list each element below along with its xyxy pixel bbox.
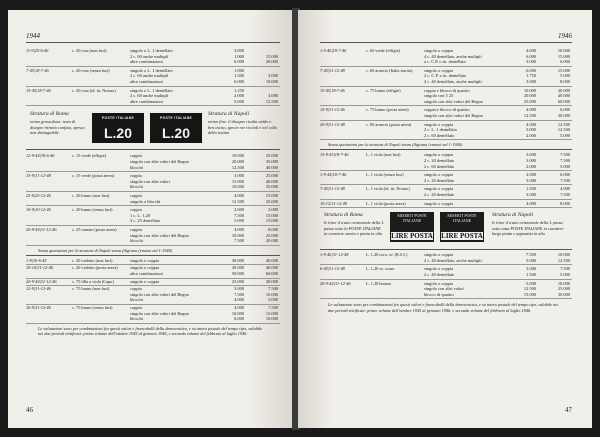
entry-value-2: 20.000 [557,87,570,93]
entry-value-2: 7.500 [560,152,570,158]
entry-value: 6.000 [234,79,244,84]
entry-line: blocco di quattro [424,291,454,297]
entry-value: 12.500 [523,113,536,118]
entry-description: c. 75 bruno (non fusi) [72,286,110,292]
entry-date: 1-9-46|31-12-48 [320,252,349,258]
entry-value-2: 8.000 [560,200,570,206]
entry-line: altre combinazioni [130,79,163,84]
entry-line: 2 c. 40 dentellato [424,272,455,277]
entry-value: 15.000 [231,178,244,184]
entry-value: 2.000 [234,207,244,213]
entry-line: singolo con altri valori del Regno [130,159,189,164]
entry-line: singolo o coppia [424,48,454,53]
entry-line: singolo con altri valori [130,178,170,184]
entry-value-2: 60.000 [265,271,278,276]
entry-value: 25.000 [231,278,244,284]
entry-value: 1.250 [234,87,244,93]
entry-date: 1-5-46|18-7-46 [320,48,347,53]
entry-description: c. 15 verde (posta aerea) [72,173,115,179]
entry-value-2: 3.000 [268,93,278,99]
entry-description: c. 75 bruno (senza fusi) [72,305,113,310]
entry-value-2: 35.000 [265,184,278,190]
entry-date: 7-45|18-7-46 [26,67,49,73]
entry-value-2: 15.000 [557,67,570,73]
entry-value-2: 3.000 [268,73,278,79]
right-page [298,10,592,428]
entry-line: 1 c. L. 1,20 [130,212,150,218]
entry-value-2: 5.000 [560,132,570,138]
entry-date: 25-9|25-12-46 [26,193,51,198]
entry-line: coppia e blocco di quattro [424,107,470,113]
entry-value: 20.000 [231,159,244,164]
entry-value: 4.000 [526,107,536,113]
entry-description: L. 1,20 bronzo [366,280,392,286]
entry-line: altre combinazioni [130,59,163,65]
entry-value: 4.000 [526,200,536,206]
entry-value-2: 60.000 [557,98,570,104]
entry-value-2: 4.000 [560,186,570,192]
entry-date: 6-45|31-12-48 [320,266,345,272]
row-separator [26,191,280,192]
entry-line: coppia [130,207,142,213]
entry-date: 7-45|31-12-48 [320,186,345,192]
entry-value: 1.500 [234,73,244,79]
entry-value: 4.000 [526,48,536,53]
entry-value-2: 6.000 [560,172,570,178]
footnote: Le valutazioni sono per combinazioni fra questi valori e francobolli della democratica, e su intero postale del tempo tipo, valabile nei due periodi rettificati: primo volume dell'ottobre 1945 al gennaio 1946, e seconda volume del febbraio al luglio 1946. [38,325,263,337]
entry-value: 4.000 [526,121,536,127]
entry-line: 2 c. 60 dentellato [424,163,455,169]
entry-value-2: 5.000 [268,297,278,303]
entry-line: 2 c. 40 dentellato, anche multipli [424,257,482,263]
entry-value-2: 10.000 [265,316,278,322]
entry-date: 15-9|31-12-48 [26,173,51,179]
entry-value: 3.000 [526,79,536,84]
entry-value: 1.500 [526,272,536,277]
stamp-value: LIRE POSTA [441,232,483,241]
page-header-year: 1944 [26,32,40,40]
entry-description: L. 1,20 sv. scuro [366,266,395,272]
entry-value: 10.000 [231,310,244,316]
entry-line: singolo o L. 1 dentellato [130,48,173,53]
entry-value: 30.000 [231,265,244,271]
entry-description: c. 75 bruno (posta aerea) [366,107,409,113]
entry-line: blocchi [130,297,143,303]
entry-value-2: 8.000 [560,79,570,84]
section-title-naples: Stratura di Napoli [208,111,250,118]
row-separator [320,279,572,280]
entry-line: 2 c. 20 dentellato [424,192,455,197]
entry-description: c. 20 rosa (senza fusi) [72,67,110,73]
entry-line: singolo o coppia [424,280,454,286]
entry-value: 5.000 [526,127,536,133]
entry-value: 7.500 [234,238,244,244]
entry-line: singolo o coppia [424,200,454,206]
entry-date: 10-9|10-12-46 [26,207,51,213]
entry-value: 12.500 [231,164,244,170]
entry-description: c. 15 verde (effigie) [72,153,107,159]
entry-line: singolo o coppia [424,172,454,178]
row-separator [320,139,572,140]
header-rule [26,42,280,43]
entry-value: 2.000 [526,132,536,138]
entry-description: c. 75 lilla a viola (Capo) [72,278,114,284]
entry-line: altre combinazioni [130,271,163,276]
row-separator [26,105,280,106]
entry-value: 6.000 [234,316,244,322]
entry-date: 1-9-44|18-7-46 [320,172,347,178]
section-title-rome: Stratura di Roma [30,111,69,118]
entry-line: singolo con altri valori del Regno [424,98,483,104]
entry-value: 10.000 [231,153,244,159]
entry-value-2: 10.000 [557,48,570,53]
entry-value-2: 25.000 [265,173,278,179]
entry-line: 2 c. L. 1 dentellato [424,127,457,133]
entry-value: 3.000 [234,48,244,53]
entry-value: 10.000 [231,232,244,238]
entry-description: c. 25 ramato (posta aerea) [72,227,117,232]
entry-value: 5.000 [234,98,244,104]
entry-line: singolo con altri valori del Regno [424,113,483,118]
entry-value-2: 20.000 [265,238,278,244]
row-separator [26,245,280,246]
entry-value: 10.000 [231,184,244,190]
entry-value: 3.000 [526,158,536,163]
entry-value-2: 30.000 [557,291,570,297]
entry-value-2: 8.000 [268,227,278,232]
stamp-image-rome [92,113,144,143]
page-number: 47 [565,406,572,414]
entry-line: 2 c. 60 anche multipli [130,53,169,59]
section-caption-rome: le linee il tratto orizzontale della L passa sotto la POSTE ITALIANE in carattere stretto e piatta in alto [324,220,384,236]
stamp-value: L.20 [103,125,132,142]
entry-line: singolo o coppia [424,121,454,127]
section-rule [320,249,572,250]
entry-line: singolo o coppia [424,252,454,258]
entry-value-2: 10.000 [557,252,570,258]
entry-line: coppia [130,193,142,198]
entry-value: 3.000 [526,177,536,183]
row-separator [26,66,280,67]
entry-date: 20-9-44|31-12-46 [320,280,351,286]
entry-value-2: 15.000 [265,212,278,218]
entry-description: c. 80 arancio (posta aerea) [366,121,412,127]
entry-value-2: 25.000 [265,198,278,204]
entry-description: c. 20 violetto (posta aerea) [72,265,118,271]
entry-description: c. 60 arancio (Italia turrita) [366,67,413,73]
entry-value-2: 7.500 [560,266,570,272]
row-separator [26,323,280,324]
entry-date: 10-12|31-12-48 [320,200,347,206]
entry-date: 10-10|31-12-46 [26,265,53,271]
entry-line: blocchi [130,164,143,170]
entry-line: coppia [130,286,142,292]
entry-description: c. 20 violetto (non fusi) [72,257,113,263]
entry-value: 1.000 [234,67,244,73]
row-separator [320,184,572,185]
entry-value: 12.500 [231,198,244,204]
entry-description: c. 20 bruno (senza fusi) [72,207,113,213]
entry-value-2: 12.500 [265,98,278,104]
entry-date: 16-9|31-12-46 [26,305,51,310]
entry-value: 5.000 [234,218,244,224]
entry-description: L. 1 viola (id. tir. Notaro) [366,186,410,192]
entry-value-2: 3.000 [268,207,278,213]
row-separator [26,86,280,87]
entry-value: 3.000 [526,59,536,65]
entry-value: 20.000 [523,93,536,99]
entry-line: altre combinazioni [130,98,163,104]
entry-value-2: 15.000 [265,218,278,224]
entry-line: blocchi [130,184,143,190]
entry-value-2: 40.000 [557,93,570,99]
entry-line: singolo o coppia [424,186,454,192]
entry-value-2: 10.000 [265,79,278,84]
entry-value: 7.500 [234,212,244,218]
entry-value: 6.000 [526,67,536,73]
entry-date: 20-9-44|31-12-46 [26,227,57,232]
entry-line: singolo con altri valori del Regno [130,310,189,316]
entry-line: coppia e blocco di quattro [424,87,470,93]
entry-value-2: 7.500 [560,192,570,197]
entry-line: singolo con altri valori [424,286,464,292]
entry-line: singolo o coppia [424,67,454,73]
mid-note: Senza quotazioni per la stratura di Napoli senza filigrana (emessi nel 1-1946) [328,142,463,148]
entry-value-2: 30.000 [265,278,278,284]
entry-date: 15-9|31-12-46 [320,107,345,113]
entry-value-2: 10.000 [265,291,278,297]
section-title-rome: Stratura di Roma [324,212,363,219]
entry-line: blocchi [130,238,143,244]
entry-date: 11-9|25-6-46 [26,48,49,53]
page-header-year: 1946 [558,32,572,40]
entry-line: singolo o coppia [424,152,454,158]
entry-description: L. 1,20 ocra, sv. (R.S.I.) [366,252,408,258]
entry-value: 15.000 [523,291,536,297]
entry-value-2: 30.000 [557,113,570,118]
row-separator [26,225,280,226]
entry-line: singolo o L. 1 dentellato [130,67,173,73]
entry-line: coppia [130,227,142,232]
entry-line: singolo o coppia [130,257,160,263]
entry-value-2: 6.000 [560,59,570,65]
row-separator [320,105,572,106]
section-caption-naples: le linee il tratto orizzontale della L passa sotto tutta POSTE ITALIANE in carattere largo piatta e appuntita in alto [492,220,564,236]
entry-description: c. 20 rosa (id. tir. Notaro) [72,87,116,93]
entry-description: L. 1 viola (posta aerea) [366,200,406,206]
section-rule [26,255,280,256]
entry-line: 2 c. 60 anche multipli [130,93,169,99]
entry-date: 15-8-45|18-7-46 [320,152,349,158]
entry-value-2: 15.000 [265,53,278,59]
entry-line: coppia [130,153,142,159]
entry-value: 6.000 [526,53,536,59]
entry-value-2: 40.000 [265,178,278,184]
entry-value: 4.000 [234,297,244,303]
section-rule [320,149,572,150]
entry-value-2: 5.000 [560,272,570,277]
entry-value-2: 12.500 [557,257,570,263]
entry-date: 20-9-44|31-12-46 [26,278,57,284]
stamp-lettering: MISERIT POSTE ITALIANE [397,213,427,223]
entry-value-2: 40.000 [265,257,278,263]
entry-value-2: 10.000 [557,280,570,286]
entry-line: 2 c. 20 dentellato [424,158,455,163]
entry-value: 2.000 [234,93,244,99]
entry-value-2: 6.000 [560,107,570,113]
entry-description: L. 1 viola (senza fusi) [366,172,404,178]
stamp-lettering: POSTE ITALIANE [101,116,135,121]
entry-line: a c. C.P. o tir. dentellato [424,59,466,65]
entry-value: 1.500 [526,186,536,192]
page-number: 46 [26,406,33,414]
entry-value-2: 40.000 [265,164,278,170]
entry-value: 25.000 [523,98,536,104]
entry-line: singolo o coppia [130,265,160,271]
entry-line: singolo o coppia [424,266,454,272]
entry-value-2: 15.000 [265,193,278,198]
entry-value: 6.000 [234,59,244,65]
entry-value: 30.000 [231,257,244,263]
entry-date: 15-45|18-7-46 [320,87,345,93]
entry-value: 3.000 [526,152,536,158]
entry-value: 4.000 [234,305,244,310]
section-rule [26,149,280,150]
entry-value-2: 7.500 [268,286,278,292]
entry-value: 3.000 [526,266,536,272]
entry-value: 2.000 [526,172,536,178]
entry-value: 5.000 [526,257,536,263]
entry-line: 2 c. 20 dentellato [424,177,455,183]
stamp-image-naples [150,113,202,143]
entry-value-2: 35.000 [265,159,278,164]
entry-line: singolo con altri valori del Regno [130,232,189,238]
entry-value-2: 12.500 [557,121,570,127]
entry-value: 3.000 [234,173,244,179]
stamp-lettering: MISERIT POSTE ITALIANE [447,213,477,223]
entry-description: c. 75 bruno (effigie) [366,87,401,93]
entry-line: 2 c. 25 dentellato [130,218,161,224]
entry-line: singolo o blocchi [130,198,161,204]
row-separator [320,170,572,171]
entry-description: L. 1 viola (non fusi) [366,152,401,158]
entry-date: 7-45|31-12-48 [320,67,345,73]
row-separator [26,171,280,172]
section-caption-rome: retino grossolano: testa di disegno ritratto confuso, spesso non distinguibile [30,119,85,136]
entry-description: c. 20 bruno (non fusi) [72,193,110,198]
entry-line: singolo o L. 1 dentellato [130,87,173,93]
row-separator [320,199,572,200]
entry-date: 20-9|31-12-48 [320,121,345,127]
left-page [8,10,294,428]
entry-value-2: 25.000 [557,286,570,292]
stamp-lettering: POSTE ITALIANE [159,116,193,121]
header-rule [320,42,572,43]
entry-value: 5.000 [526,280,536,286]
entry-value: 7.500 [234,291,244,297]
entry-value-2: 25.000 [265,153,278,159]
entry-value: 4.000 [234,227,244,232]
entry-line: singolo con 5 25 [424,93,454,99]
stamp-value: LIRE POSTA [391,232,433,241]
mid-note: Senza quotazioni per la stratura di Napoli senza filigrana (emessi nel 1-1946) [38,247,173,253]
row-separator [320,86,572,87]
entry-value-2: 7.500 [560,158,570,163]
entry-value: 10.000 [523,87,536,93]
entry-value-2: 15.000 [265,310,278,316]
row-separator [320,298,572,299]
entry-line: coppia [130,305,142,310]
stamp-value: L.20 [161,125,190,142]
entry-line: blocchi [130,316,143,322]
entry-value-2: 5.000 [560,163,570,169]
row-separator [320,264,572,265]
entry-line: 2 c. C.P. o tir. dentellato [424,73,467,79]
entry-line: 2 c. 60 anche multipli [130,73,169,79]
entry-value: 4.000 [234,193,244,198]
entry-date: 1-9|30-6-45 [26,257,47,263]
entry-value: 3.000 [526,192,536,197]
entry-value: 7.500 [526,252,536,258]
stamp-image-naples [440,212,484,242]
entry-value: 1.750 [526,73,536,79]
entry-value-2: 15.000 [557,53,570,59]
entry-line: 4 c. 40 dentellato, anche multipli [424,53,482,59]
entry-value-2: 20.000 [265,59,278,65]
entry-line: 2 c. 60 dentellato [424,132,455,138]
section-caption-naples: retino fine: il disegno risulta nitido e ben inciso, specie nei riccioli e nel collo della testina [208,119,278,136]
row-separator [320,120,572,121]
entry-value-2: 40.000 [265,265,278,271]
footnote: Le valutazioni sono per combinazioni fra questi valori e francobolli della democratica, e su intero postale del tempo tipo, valabile nei due periodi rettificati: primo volume dell'ottobre 1945 al gennaio 1946, e seconda volume del febbraio al luglio 1946. [328,302,559,313]
entry-line: coppia [130,173,142,179]
entry-line: 2 c. 40 dentellato, anche multipli [424,79,482,84]
entry-value: 50.000 [231,271,244,276]
entry-value: 1.000 [234,53,244,59]
entry-description: c. 60 verde (effigie) [366,48,401,53]
entry-line: singolo o coppia [130,278,160,284]
row-separator [320,66,572,67]
row-separator [26,205,280,206]
entry-value-2: 25.000 [265,232,278,238]
entry-date: 15-45|18-7-46 [26,87,51,93]
row-separator [320,207,572,208]
entry-description: c. 20 rosa (non fusi) [72,48,107,53]
entry-value-2: 12.500 [557,127,570,133]
entry-date: 12-9|31-12-46 [26,286,51,292]
entry-value: 5.000 [234,286,244,292]
entry-line: singolo con altri valori del Regno [130,291,189,297]
section-title-naples: Stratura di Napoli [492,212,534,219]
entry-value: 2.000 [526,163,536,169]
entry-value: 12.500 [523,286,536,292]
entry-value-2: 5.000 [560,73,570,79]
entry-date: 12-9-44|30-6-46 [26,153,55,159]
stamp-image-rome [390,212,434,242]
entry-value-2: 7.500 [268,305,278,310]
entry-value-2: 7.500 [560,177,570,183]
